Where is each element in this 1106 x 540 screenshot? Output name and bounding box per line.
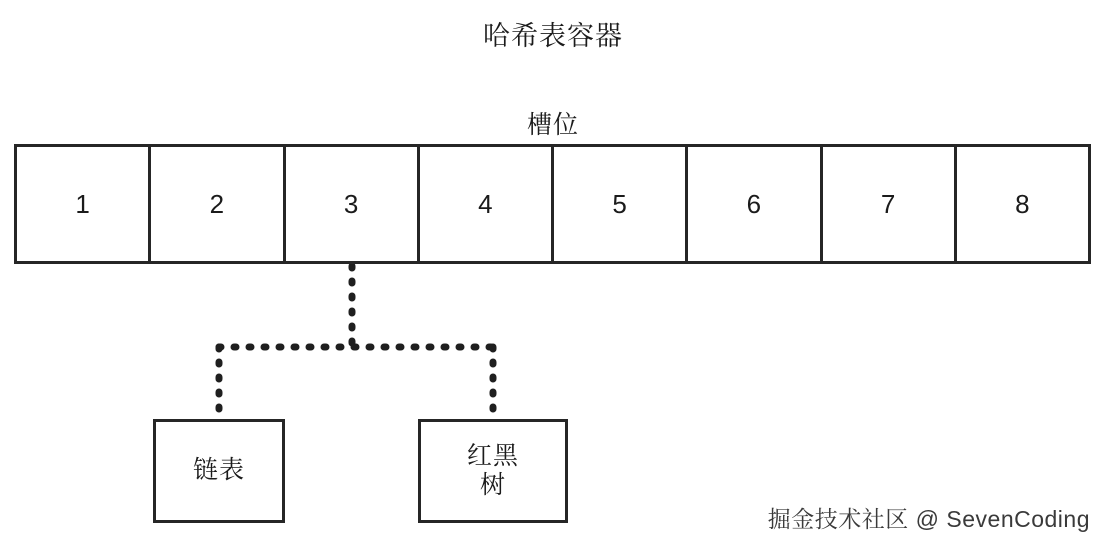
slot-cell-1: 1	[17, 147, 151, 261]
diagram-title: 哈希表容器	[483, 21, 623, 51]
slot-cell-3: 3	[286, 147, 420, 261]
node-red-black-tree-label	[467, 442, 519, 501]
node-linked-list	[153, 419, 285, 523]
slot-cell-2: 2	[151, 147, 285, 261]
slot-cell-8: 8	[1015, 188, 1030, 219]
node-red-black-tree-label-line1: 红黑	[466, 441, 519, 470]
node-red-black-tree	[418, 419, 568, 523]
slot-cell-5: 5	[554, 147, 688, 261]
slots-label: 槽位	[526, 111, 579, 139]
node-linked-list-label: 链表	[192, 456, 245, 485]
slot-cell-7: 7	[823, 147, 957, 261]
slot-cell-6: 6	[688, 147, 822, 261]
watermark: 掘金技术社区 @ SevenCoding	[767, 506, 1090, 532]
slot-cell-4: 4	[420, 147, 554, 261]
slot-array	[14, 144, 1091, 264]
node-red-black-tree-label-line2: 树	[479, 471, 506, 499]
